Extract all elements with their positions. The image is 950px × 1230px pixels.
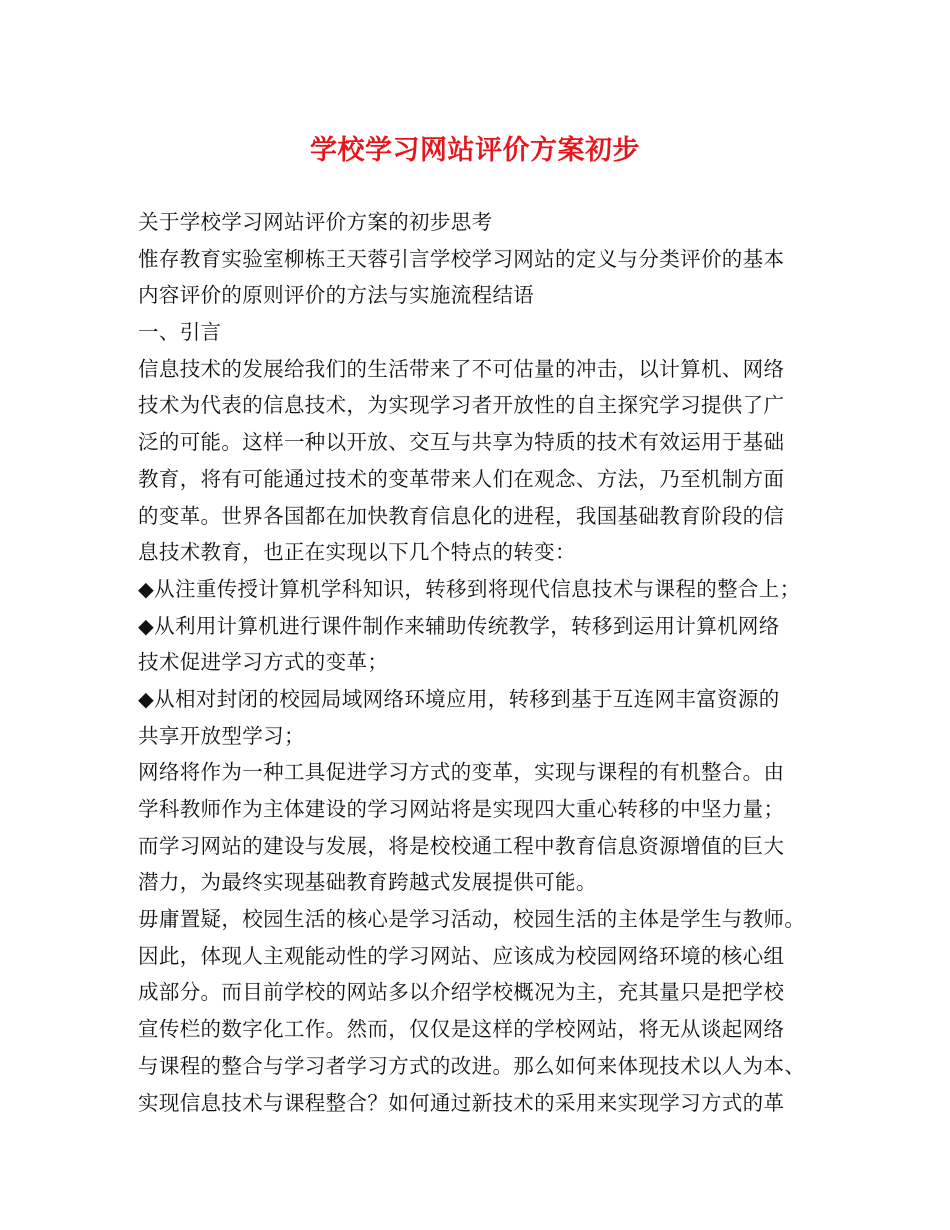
body-line: 而学习网站的建设与发展，将是校校通工程中教育信息资源增值的巨大: [138, 833, 785, 858]
body-line: 因此，体现人主观能动性的学习网站、应该成为校园网络环境的核心组: [138, 943, 785, 968]
body-line: 技术促进学习方式的变革；: [138, 650, 389, 675]
document-title: 学校学习网站评价方案初步: [310, 135, 640, 166]
body-line: 学科教师作为主体建设的学习网站将是实现四大重心转移的中坚力量；: [138, 797, 785, 821]
document-body: [138, 204, 828, 1121]
section-heading: 一、引言: [138, 320, 222, 345]
bullet-line: ◆从利用计算机进行课件制作来辅助传统教学，转移到运用计算机网络: [138, 613, 780, 638]
body-line: 网络将作为一种工具促进学习方式的变革，实现与课程的有机整合。由: [138, 760, 785, 785]
bullet-line: ◆从注重传授计算机学科知识，转移到将现代信息技术与课程的整合上；: [138, 576, 801, 601]
body-line: 毋庸置疑，校园生活的核心是学习活动，校园生活的主体是学生与教师。: [138, 907, 806, 932]
body-line: 内容评价的原则评价的方法与实施流程结语: [138, 283, 535, 308]
body-line: 成部分。而目前学校的网站多以介绍学校概况为主，充其量只是把学校: [138, 980, 785, 1005]
body-line: 惟存教育实验室柳栋王天蓉引言学校学习网站的定义与分类评价的基本: [138, 246, 785, 271]
body-line: 信息技术的发展给我们的生活带来了不可估量的冲击，以计算机、网络: [138, 356, 785, 381]
body-line: 共享开放型学习；: [138, 723, 305, 748]
body-line: 的变革。世界各国都在加快教育信息化的进程，我国基础教育阶段的信: [138, 503, 785, 528]
body-line: 关于学校学习网站评价方案的初步思考: [138, 210, 493, 234]
body-line: 泛的可能。这样一种以开放、交互与共享为特质的技术有效运用于基础: [138, 430, 785, 455]
body-line: 宣传栏的数字化工作。然而，仅仅是这样的学校网站，将无从谈起网络: [138, 1017, 785, 1042]
body-line: 与课程的整合与学习者学习方式的改进。那么如何来体现技术以人为本、: [138, 1053, 806, 1078]
body-line: 实现信息技术与课程整合？如何通过新技术的采用来实现学习方式的革: [138, 1090, 785, 1115]
body-line: 息技术教育，也正在实现以下几个特点的转变：: [138, 540, 576, 565]
body-line: 技术为代表的信息技术，为实现学习者开放性的自主探究学习提供了广: [138, 393, 785, 418]
bullet-line: ◆从相对封闭的校园局域网络环境应用，转移到基于互连网丰富资源的: [138, 686, 780, 711]
body-line: 教育，将有可能通过技术的变革带来人们在观念、方法，乃至机制方面: [138, 466, 785, 491]
body-line: 潜力，为最终实现基础教育跨越式发展提供可能。: [138, 870, 597, 895]
